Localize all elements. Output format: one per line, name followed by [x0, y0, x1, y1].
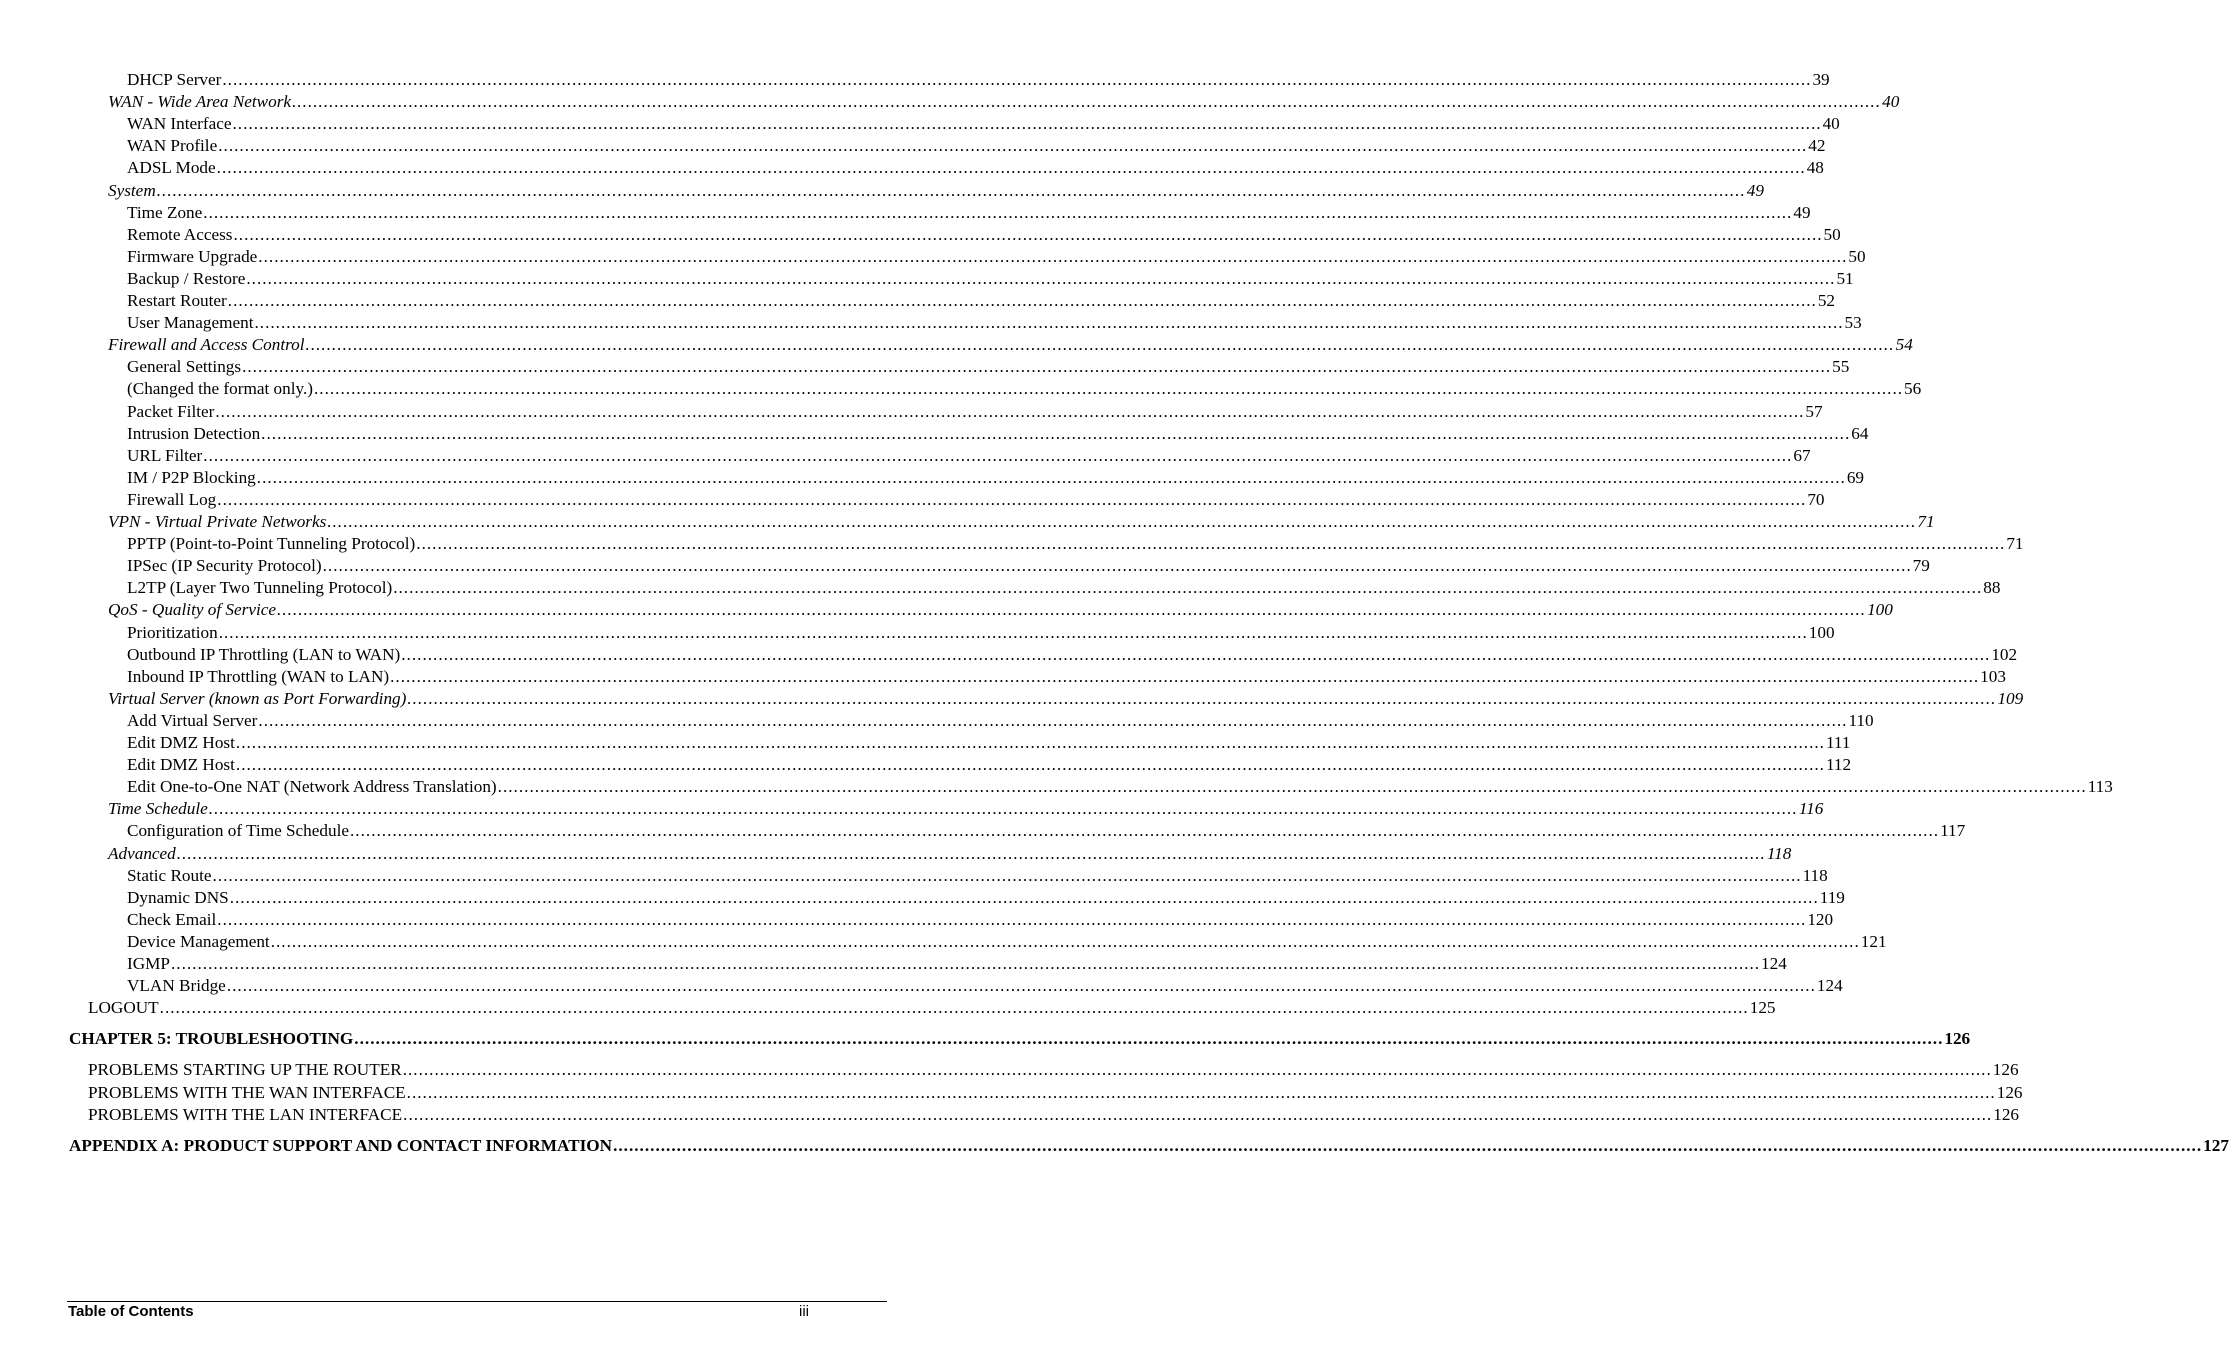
- dot-leader: ............................................................................................................................................................................................................................................................................................................: [226, 976, 1816, 996]
- toc-entry[interactable]: [127, 268, 1854, 290]
- dot-leader: ............................................................................................................................................................................................................................................................................................................: [270, 931, 1860, 951]
- dot-leader: ............................................................................................................................................................................................................................................................................................................: [401, 644, 1991, 664]
- toc-entry[interactable]: [127, 975, 1843, 997]
- dot-leader: ............................................................................................................................................................................................................................................................................................................: [217, 489, 1807, 509]
- toc-entry[interactable]: [127, 224, 1841, 246]
- toc-entry-page: 64: [1851, 423, 1869, 443]
- dot-leader: ............................................................................................................................................................................................................................................................................................................: [222, 70, 1812, 89]
- toc-entry-page: 52: [1817, 291, 1836, 310]
- toc-entry-title: General Settings: [127, 357, 242, 377]
- dot-leader: ............................................................................................................................................................................................................................................................................................................: [258, 710, 1848, 730]
- toc-entry[interactable]: [108, 334, 1913, 356]
- toc-entry-title: PROBLEMS WITH THE LAN INTERFACE: [88, 1104, 403, 1124]
- toc-entry-page: 117: [1940, 821, 1966, 841]
- toc-chapter-entry[interactable]: [69, 1135, 2229, 1157]
- toc-entry-page: 40: [1882, 92, 1900, 112]
- dot-leader: ............................................................................................................................................................................................................................................................................................................: [327, 512, 1917, 531]
- toc-entry-page: 112: [1825, 755, 1852, 775]
- toc-entry-title: IGMP: [127, 954, 170, 973]
- toc-entry-page: 113: [2087, 777, 2113, 797]
- toc-entry[interactable]: [127, 754, 1852, 776]
- toc-entry-page: 124: [1816, 976, 1843, 996]
- dot-leader: ............................................................................................................................................................................................................................................................................................................: [406, 1082, 1996, 1102]
- dot-leader: ............................................................................................................................................................................................................................................................................................................: [212, 865, 1802, 885]
- toc-entry[interactable]: [127, 622, 1835, 644]
- toc-entry-page: 53: [1844, 313, 1862, 333]
- dot-leader: ............................................................................................................................................................................................................................................................................................................: [354, 1029, 1944, 1049]
- toc-entry[interactable]: [88, 997, 1776, 1019]
- toc-entry-page: 118: [1802, 865, 1828, 885]
- toc-entry-page: 119: [1819, 887, 1845, 907]
- toc-entry[interactable]: [108, 511, 1935, 533]
- toc-entry-page: 42: [1808, 136, 1826, 156]
- toc-entry-page: 126: [1996, 1082, 2023, 1102]
- dot-leader: ............................................................................................................................................................................................................................................................................................................: [393, 578, 1983, 598]
- dot-leader: ............................................................................................................................................................................................................................................................................................................: [176, 843, 1766, 863]
- dot-leader: ............................................................................................................................................................................................................................................................................................................: [258, 246, 1848, 266]
- toc-entry-title: L2TP (Layer Two Tunneling Protocol): [127, 578, 393, 598]
- toc-entry[interactable]: [127, 356, 1850, 378]
- toc-entry-page: 126: [1944, 1029, 1971, 1049]
- dot-leader: ............................................................................................................................................................................................................................................................................................................: [229, 887, 1819, 907]
- toc-entry-title: VLAN Bridge: [127, 976, 226, 996]
- toc-entry-page: 125: [1749, 998, 1776, 1018]
- toc-entry[interactable]: [127, 489, 1825, 511]
- dot-leader: ............................................................................................................................................................................................................................................................................................................: [227, 291, 1817, 310]
- dot-leader: ............................................................................................................................................................................................................................................................................................................: [218, 622, 1808, 642]
- dot-leader: ............................................................................................................................................................................................................................................................................................................: [235, 733, 1825, 752]
- toc-entry[interactable]: [127, 644, 2018, 666]
- toc-entry-title: Virtual Server (known as Port Forwarding): [108, 688, 407, 708]
- toc-entry-title: Device Management: [127, 931, 270, 951]
- dot-leader: ............................................................................................................................................................................................................................................................................................................: [233, 224, 1823, 244]
- toc-entry[interactable]: [127, 423, 1869, 445]
- dot-leader: ............................................................................................................................................................................................................................................................................................................: [232, 114, 1822, 134]
- toc-entry-title: Edit DMZ Host: [127, 733, 235, 752]
- toc-entry-title: Check Email: [127, 909, 217, 929]
- toc-entry-page: 55: [1832, 357, 1850, 377]
- toc-entry[interactable]: [127, 135, 1826, 157]
- toc-entry-page: 49: [1793, 202, 1811, 222]
- dot-leader: ............................................................................................................................................................................................................................................................................................................: [390, 666, 1980, 686]
- toc-entry-title: Firewall Log: [127, 489, 217, 509]
- dot-leader: ............................................................................................................................................................................................................................................................................................................: [322, 556, 1912, 576]
- toc-chapter-entry[interactable]: [69, 1028, 1971, 1050]
- toc-entry-page: 48: [1806, 158, 1824, 178]
- toc-entry-page: 50: [1823, 224, 1841, 244]
- toc-entry[interactable]: [127, 820, 1966, 842]
- toc-entry[interactable]: [127, 732, 1851, 754]
- toc-entry-page: 126: [1993, 1104, 2019, 1124]
- toc-entry-title: Static Route: [127, 865, 212, 885]
- toc-entry[interactable]: [127, 290, 1836, 312]
- toc-entry[interactable]: [88, 1082, 2023, 1104]
- dot-leader: ............................................................................................................................................................................................................................................................................................................: [402, 1060, 1992, 1080]
- dot-leader: ............................................................................................................................................................................................................................................................................................................: [235, 755, 1825, 775]
- toc-entry-title: Firewall and Access Control: [108, 335, 305, 355]
- toc-entry-title: Backup / Restore: [127, 268, 246, 288]
- dot-leader: ............................................................................................................................................................................................................................................................................................................: [497, 777, 2087, 797]
- toc-entry[interactable]: [127, 776, 2113, 798]
- toc-entry-page: 69: [1846, 467, 1865, 487]
- toc-entry-page: 70: [1807, 489, 1825, 509]
- toc-entry[interactable]: [127, 312, 1862, 334]
- toc-entry-title: WAN - Wide Area Network: [108, 92, 292, 112]
- toc-entry[interactable]: [127, 113, 1840, 135]
- toc-entry-title: PPTP (Point-to-Point Tunneling Protocol): [127, 534, 416, 554]
- dot-leader: ............................................................................................................................................................................................................................................................................................................: [416, 534, 2006, 554]
- dot-leader: ............................................................................................................................................................................................................................................................................................................: [313, 379, 1904, 399]
- toc-entry-title: Firmware Upgrade: [127, 246, 258, 266]
- dot-leader: ............................................................................................................................................................................................................................................................................................................: [403, 1104, 1993, 1124]
- toc-entry[interactable]: [127, 931, 1887, 953]
- toc-entry-page: 71: [1917, 512, 1935, 531]
- toc-entry-page: 79: [1912, 556, 1930, 576]
- footer-divider: [67, 1301, 887, 1302]
- dot-leader: ............................................................................................................................................................................................................................................................................................................: [217, 909, 1807, 929]
- toc-entry[interactable]: [108, 688, 2024, 710]
- toc-entry-title: IPSec (IP Security Protocol): [127, 556, 322, 576]
- toc-entry-title: Time Schedule: [108, 799, 208, 819]
- dot-leader: ............................................................................................................................................................................................................................................................................................................: [218, 136, 1808, 156]
- toc-entry-title: (Changed the format only.): [127, 379, 313, 399]
- dot-leader: ............................................................................................................................................................................................................................................................................................................: [156, 180, 1746, 200]
- toc-entry-page: 100: [1808, 622, 1835, 642]
- toc-entry-title: LOGOUT: [88, 998, 159, 1018]
- toc-entry-title: Configuration of Time Schedule: [127, 821, 349, 841]
- dot-leader: ............................................................................................................................................................................................................................................................................................................: [407, 688, 1997, 708]
- toc-entry-title: DHCP Server: [127, 70, 222, 89]
- toc-entry-page: 109: [1997, 688, 2024, 708]
- toc-entry[interactable]: [127, 445, 1811, 467]
- dot-leader: ............................................................................................................................................................................................................................................................................................................: [203, 202, 1793, 222]
- toc-entry-title: Restart Router: [127, 291, 227, 310]
- toc-entry-title: Remote Access: [127, 224, 233, 244]
- toc-entry-title: Prioritization: [127, 622, 218, 642]
- toc-entry[interactable]: [108, 843, 1792, 865]
- dot-leader: ............................................................................................................................................................................................................................................................................................................: [254, 313, 1844, 333]
- toc-entry-page: 67: [1793, 445, 1811, 465]
- toc-entry-title: Packet Filter: [127, 401, 215, 421]
- toc-entry[interactable]: [127, 865, 1828, 887]
- toc-entry[interactable]: [127, 467, 1865, 489]
- dot-leader: ............................................................................................................................................................................................................................................................................................................: [246, 268, 1836, 288]
- dot-leader: ............................................................................................................................................................................................................................................................................................................: [256, 467, 1846, 487]
- toc-entry-page: 118: [1766, 843, 1792, 863]
- toc-entry-page: 50: [1848, 246, 1866, 266]
- toc-entry-page: 127: [2203, 1135, 2229, 1155]
- toc-entry-page: 120: [1807, 909, 1834, 929]
- toc-entry-page: 102: [1991, 644, 2018, 664]
- toc-entry-page: 110: [1848, 710, 1874, 730]
- dot-leader: ............................................................................................................................................................................................................................................................................................................: [305, 335, 1895, 355]
- dot-leader: ............................................................................................................................................................................................................................................................................................................: [292, 92, 1882, 112]
- dot-leader: ............................................................................................................................................................................................................................................................................................................: [208, 799, 1798, 819]
- toc-entry[interactable]: [127, 401, 1823, 423]
- dot-leader: ............................................................................................................................................................................................................................................................................................................: [242, 357, 1832, 377]
- toc-entry-page: 124: [1761, 954, 1787, 973]
- toc-entry-title: ADSL Mode: [127, 158, 216, 178]
- toc-entry-title: System: [108, 180, 156, 200]
- toc-entry-page: 88: [1983, 578, 2001, 598]
- toc-entry-title: PROBLEMS WITH THE WAN INTERFACE: [88, 1082, 406, 1102]
- toc-entry-title: Dynamic DNS: [127, 887, 229, 907]
- toc-entry-page: 56: [1904, 379, 1922, 399]
- toc-entry[interactable]: [127, 887, 1845, 909]
- toc-entry[interactable]: [127, 246, 1866, 268]
- toc-entry-page: 49: [1746, 180, 1764, 200]
- toc-entry-title: Outbound IP Throttling (LAN to WAN): [127, 644, 401, 664]
- toc-entry-page: 103: [1980, 666, 2006, 686]
- dot-leader: ............................................................................................................................................................................................................................................................................................................: [203, 445, 1793, 465]
- toc-entry-page: 51: [1836, 268, 1854, 288]
- toc-entry-page: 57: [1805, 401, 1823, 421]
- toc-entry-title: QoS - Quality of Service: [108, 600, 277, 620]
- toc-entry-page: 116: [1798, 799, 1824, 819]
- toc-entry[interactable]: [88, 1059, 2019, 1081]
- toc-entry-title: Edit DMZ Host: [127, 755, 235, 775]
- toc-entry-page: 126: [1992, 1060, 2019, 1080]
- toc-entry[interactable]: [127, 202, 1811, 224]
- toc-entry[interactable]: [108, 599, 1893, 621]
- toc-entry-title: Inbound IP Throttling (WAN to LAN): [127, 666, 390, 686]
- toc-entry-page: 40: [1822, 114, 1840, 134]
- toc-entry-title: PROBLEMS STARTING UP THE ROUTER: [88, 1060, 402, 1080]
- toc-entry[interactable]: [127, 666, 2006, 688]
- toc-entry[interactable]: [127, 555, 1930, 577]
- footer-page-number: iii: [799, 1303, 809, 1320]
- toc-entry-page: 100: [1867, 600, 1893, 620]
- dot-leader: ............................................................................................................................................................................................................................................................................................................: [277, 600, 1867, 620]
- toc-entry-title: URL Filter: [127, 445, 203, 465]
- toc-entry-title: Add Virtual Server: [127, 710, 258, 730]
- toc-entry[interactable]: [127, 710, 1874, 732]
- toc-entry-title: Edit One-to-One NAT (Network Address Translation): [127, 777, 497, 797]
- toc-entry[interactable]: [88, 1104, 2019, 1126]
- toc-entry[interactable]: [127, 909, 1834, 931]
- toc-entry[interactable]: [127, 533, 2024, 555]
- toc-entry[interactable]: [127, 577, 2001, 599]
- toc-entry-title: IM / P2P Blocking: [127, 467, 256, 487]
- footer-title: Table of Contents: [68, 1303, 194, 1320]
- toc-entry-title: User Management: [127, 313, 254, 333]
- dot-leader: ............................................................................................................................................................................................................................................................................................................: [159, 998, 1749, 1018]
- toc-entry-page: 54: [1895, 335, 1913, 355]
- toc-entry[interactable]: [127, 69, 1830, 91]
- toc-entry[interactable]: [108, 180, 1764, 202]
- dot-leader: ............................................................................................................................................................................................................................................................................................................: [613, 1135, 2203, 1155]
- toc-entry-title: WAN Profile: [127, 136, 218, 156]
- toc-entry-page: 71: [2006, 534, 2024, 554]
- toc-entry-title: Advanced: [108, 843, 176, 863]
- toc-entry[interactable]: [108, 91, 1900, 113]
- dot-leader: ............................................................................................................................................................................................................................................................................................................: [261, 423, 1851, 443]
- dot-leader: ............................................................................................................................................................................................................................................................................................................: [216, 158, 1806, 178]
- toc-entry[interactable]: [127, 953, 1787, 975]
- toc-entry-title: VPN - Virtual Private Networks: [108, 512, 327, 531]
- toc-entry[interactable]: [127, 157, 1824, 179]
- toc-entry-title: CHAPTER 5: TROUBLESHOOTING: [69, 1029, 354, 1049]
- toc-entry[interactable]: [108, 798, 1824, 820]
- toc-entry-page: 121: [1860, 931, 1887, 951]
- toc-entry-title: APPENDIX A: PRODUCT SUPPORT AND CONTACT INFORMATION: [69, 1135, 613, 1155]
- toc-entry-page: 39: [1812, 70, 1830, 89]
- toc-entry[interactable]: [127, 378, 1922, 400]
- dot-leader: ............................................................................................................................................................................................................................................................................................................: [170, 954, 1761, 973]
- toc-entry-page: 111: [1825, 733, 1851, 752]
- toc-entry-title: WAN Interface: [127, 114, 232, 134]
- toc-entry-title: Time Zone: [127, 202, 203, 222]
- toc-entry-title: Intrusion Detection: [127, 423, 261, 443]
- dot-leader: ............................................................................................................................................................................................................................................................................................................: [215, 401, 1805, 421]
- dot-leader: ............................................................................................................................................................................................................................................................................................................: [350, 821, 1940, 841]
